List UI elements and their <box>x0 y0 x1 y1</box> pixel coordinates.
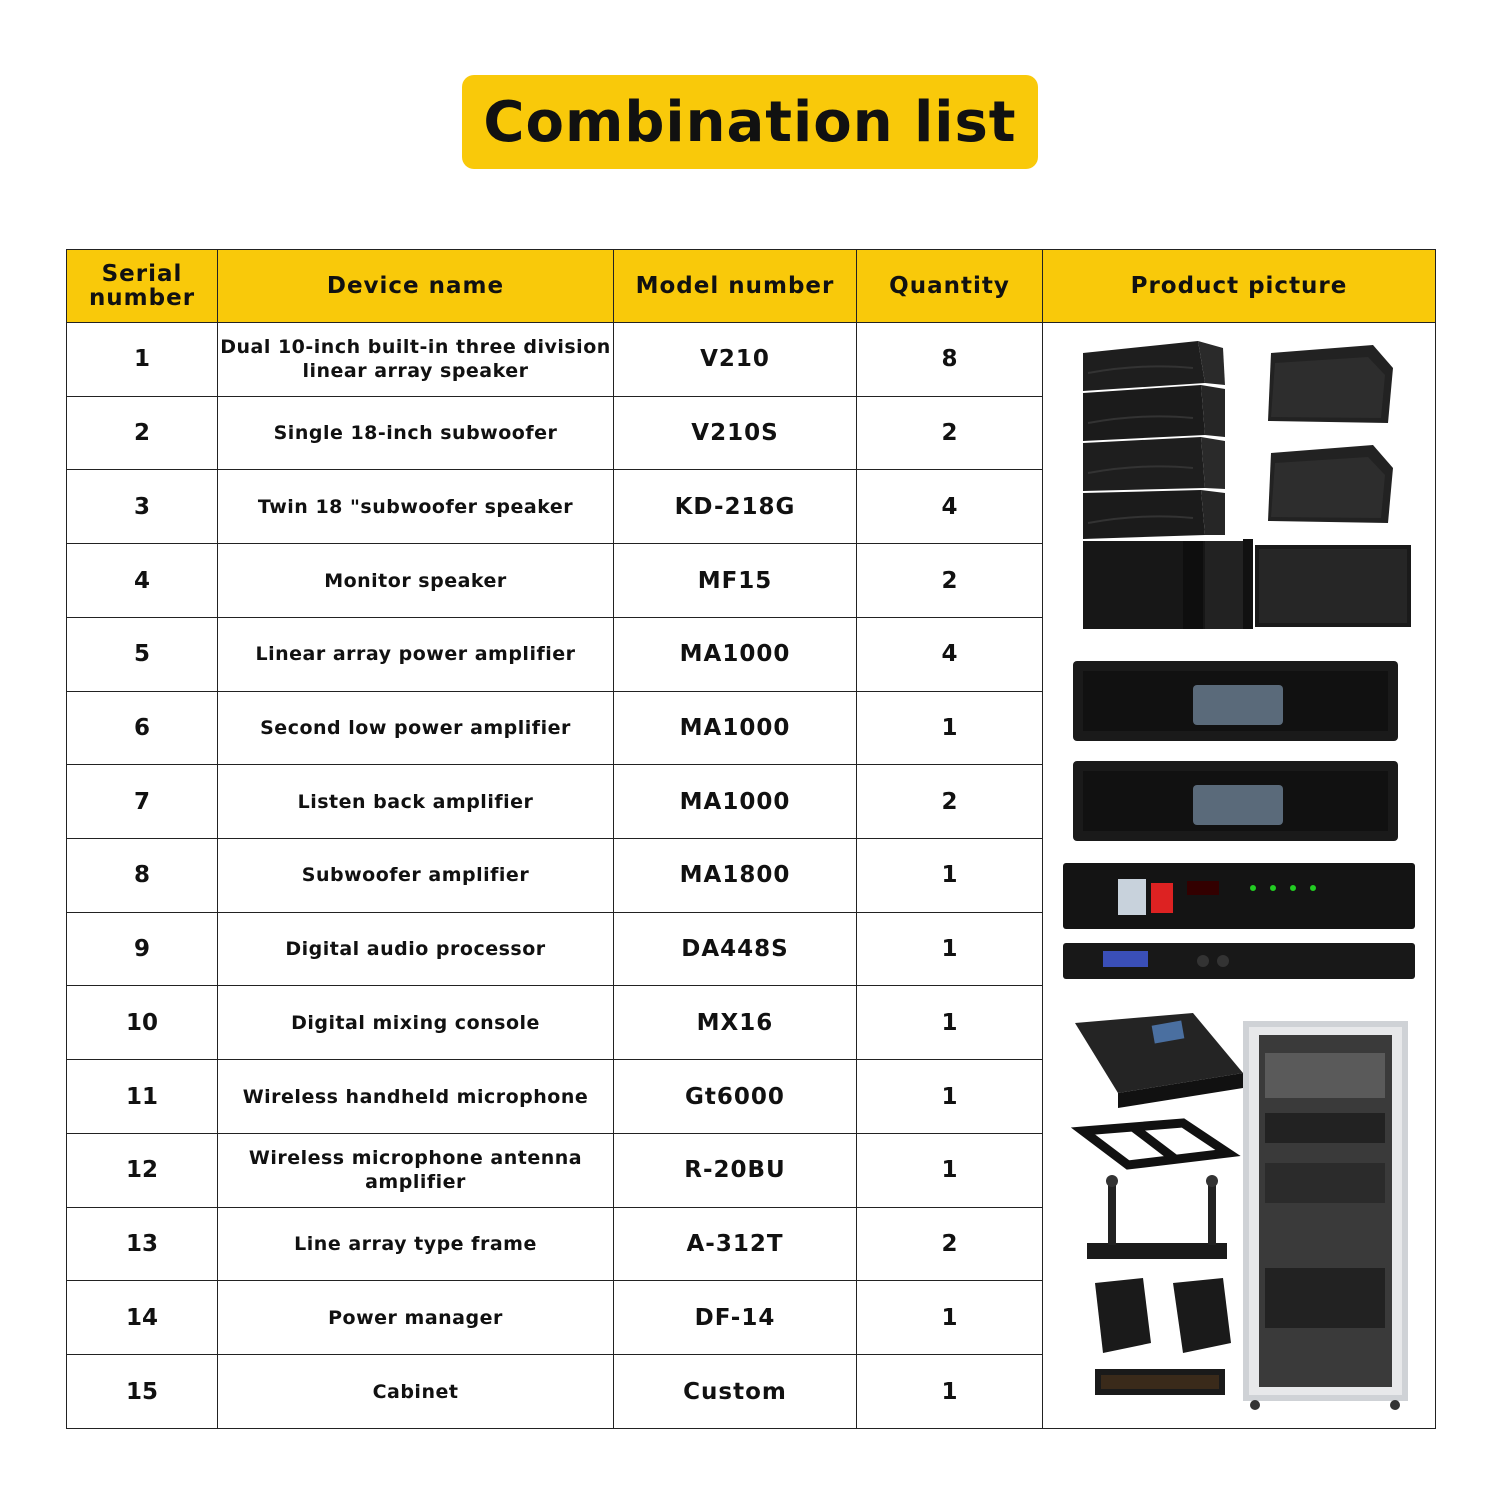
serial-cell: 9 <box>67 912 218 986</box>
model-cell: Gt6000 <box>614 1060 857 1134</box>
power-amplifier-icon <box>1073 661 1398 841</box>
model-cell: V210 <box>614 323 857 397</box>
quantity-cell: 1 <box>857 912 1043 986</box>
model-cell: DF-14 <box>614 1281 857 1355</box>
combination-table <box>66 249 1436 1429</box>
device-cell: Cabinet <box>218 1355 614 1429</box>
product-picture-cell <box>1043 323 1436 1429</box>
page-title: Combination list <box>483 89 1017 155</box>
quantity-cell: 4 <box>857 617 1043 691</box>
quantity-cell: 4 <box>857 470 1043 544</box>
device-cell: Single 18-inch subwoofer <box>218 396 614 470</box>
quantity-cell: 2 <box>857 765 1043 839</box>
quantity-cell: 1 <box>857 1060 1043 1134</box>
title-banner <box>462 75 1038 169</box>
monitor-speaker-icon <box>1268 345 1393 523</box>
model-cell: Custom <box>614 1355 857 1429</box>
serial-cell: 4 <box>67 544 218 618</box>
quantity-cell: 2 <box>857 396 1043 470</box>
device-cell: Twin 18 "subwoofer speaker <box>218 470 614 544</box>
line-array-speaker-icon <box>1083 341 1253 629</box>
subwoofer-icon <box>1255 545 1411 627</box>
model-cell: MX16 <box>614 986 857 1060</box>
model-cell: MF15 <box>614 544 857 618</box>
device-cell: Line array type frame <box>218 1207 614 1281</box>
device-cell: Linear array power amplifier <box>218 617 614 691</box>
model-cell: MA1000 <box>614 765 857 839</box>
serial-cell: 1 <box>67 323 218 397</box>
antenna-icon <box>1095 1278 1231 1353</box>
device-cell: Wireless handheld microphone <box>218 1060 614 1134</box>
model-cell: DA448S <box>614 912 857 986</box>
wireless-microphone-icon <box>1087 1175 1227 1259</box>
device-cell: Power manager <box>218 1281 614 1355</box>
serial-cell: 3 <box>67 470 218 544</box>
header-picture: Product picture <box>1043 250 1436 323</box>
header-quantity: Quantity <box>857 250 1043 323</box>
serial-cell: 5 <box>67 617 218 691</box>
header-serial: Serial number <box>67 250 218 323</box>
device-cell: Monitor speaker <box>218 544 614 618</box>
quantity-cell: 1 <box>857 986 1043 1060</box>
model-cell: A-312T <box>614 1207 857 1281</box>
serial-cell: 7 <box>67 765 218 839</box>
quantity-cell: 1 <box>857 691 1043 765</box>
quantity-cell: 8 <box>857 323 1043 397</box>
quantity-cell: 1 <box>857 1281 1043 1355</box>
serial-cell: 8 <box>67 839 218 913</box>
model-cell: V210S <box>614 396 857 470</box>
serial-cell: 2 <box>67 396 218 470</box>
header-device: Device name <box>218 250 614 323</box>
serial-cell: 15 <box>67 1355 218 1429</box>
table-header-row <box>67 250 1436 323</box>
quantity-cell: 2 <box>857 544 1043 618</box>
model-cell: MA1000 <box>614 691 857 765</box>
rack-unit-icon <box>1095 1369 1225 1395</box>
device-cell: Dual 10-inch built-in three division linear array speaker <box>218 323 614 397</box>
quantity-cell: 1 <box>857 1133 1043 1207</box>
power-manager-icon <box>1063 863 1415 929</box>
serial-cell: 12 <box>67 1133 218 1207</box>
device-cell: Second low power amplifier <box>218 691 614 765</box>
equipment-rack-cabinet-icon <box>1243 1021 1408 1410</box>
frame-icon <box>1083 1123 1228 1165</box>
serial-cell: 14 <box>67 1281 218 1355</box>
model-cell: MA1000 <box>614 617 857 691</box>
model-cell: R-20BU <box>614 1133 857 1207</box>
device-cell: Wireless microphone antenna amplifier <box>218 1133 614 1207</box>
serial-cell: 13 <box>67 1207 218 1281</box>
device-cell: Listen back amplifier <box>218 765 614 839</box>
mixing-console-icon <box>1075 1013 1243 1108</box>
device-cell: Digital audio processor <box>218 912 614 986</box>
quantity-cell: 2 <box>857 1207 1043 1281</box>
header-model: Model number <box>614 250 857 323</box>
product-pictures <box>1043 323 1435 1428</box>
device-cell: Digital mixing console <box>218 986 614 1060</box>
serial-cell: 6 <box>67 691 218 765</box>
serial-cell: 11 <box>67 1060 218 1134</box>
model-cell: MA1800 <box>614 839 857 913</box>
audio-processor-icon <box>1063 943 1415 979</box>
serial-cell: 10 <box>67 986 218 1060</box>
table-row <box>67 323 1436 397</box>
model-cell: KD-218G <box>614 470 857 544</box>
quantity-cell: 1 <box>857 1355 1043 1429</box>
quantity-cell: 1 <box>857 839 1043 913</box>
device-cell: Subwoofer amplifier <box>218 839 614 913</box>
